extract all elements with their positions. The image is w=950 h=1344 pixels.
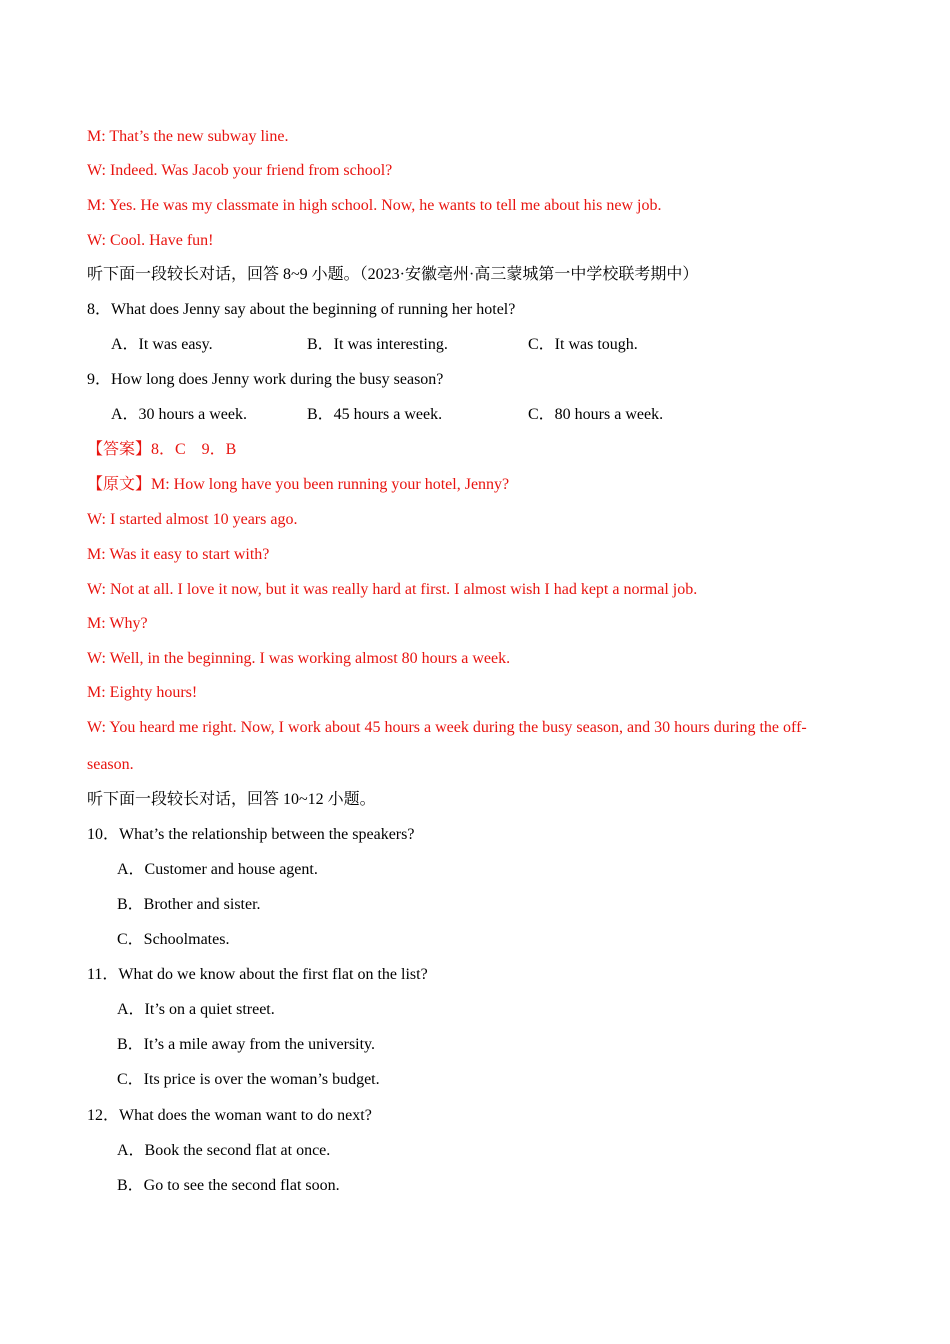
q9-option-a: A．30 hours a week. <box>111 406 247 423</box>
q8-option-b: B．It was interesting. <box>307 336 448 353</box>
transcript-line: W: Well, in the beginning. I was working almost 80 hours a week. <box>87 650 511 667</box>
q10-option-b: B．Brother and sister. <box>117 896 261 913</box>
q9-option-c: C．80 hours a week. <box>528 406 664 423</box>
q9-option-b: B．45 hours a week. <box>307 406 443 423</box>
transcript-line: 【原文】M: How long have you been running your hotel, Jenny? <box>87 476 510 493</box>
transcript-line: M: That’s the new subway line. <box>87 128 289 145</box>
transcript-line: M: Was it easy to start with? <box>87 546 270 563</box>
transcript-line: M: Yes. He was my classmate in high school. Now, he wants to tell me about his new job. <box>87 197 662 214</box>
answer-key: 【答案】8．C 9．B <box>87 441 237 458</box>
question-10: 10．What’s the relationship between the speakers? <box>87 826 415 843</box>
q8-option-c: C．It was tough. <box>528 336 638 353</box>
transcript-line: M: Why? <box>87 615 148 632</box>
q11-option-a: A．It’s on a quiet street. <box>117 1001 275 1018</box>
section-instruction: 听下面一段较长对话，回答 8~9 小题。（2023·安徽亳州·高三蒙城第一中学校联考期中） <box>87 266 699 283</box>
question-8: 8．What does Jenny say about the beginning of running her hotel? <box>87 301 516 318</box>
q8-option-a: A．It was easy. <box>111 336 213 353</box>
q11-option-c: C．Its price is over the woman’s budget. <box>117 1071 380 1088</box>
question-12: 12．What does the woman want to do next? <box>87 1107 372 1124</box>
q10-option-c: C．Schoolmates. <box>117 931 230 948</box>
transcript-line: W: I started almost 10 years ago. <box>87 511 298 528</box>
q12-option-a: A．Book the second flat at once. <box>117 1142 331 1159</box>
q10-option-a: A．Customer and house agent. <box>117 861 318 878</box>
question-9: 9．How long does Jenny work during the busy season? <box>87 371 444 388</box>
q11-option-b: B．It’s a mile away from the university. <box>117 1036 376 1053</box>
transcript-line: M: Eighty hours! <box>87 684 198 701</box>
transcript-line: W: Not at all. I love it now, but it was really hard at first. I almost wish I had kept a normal job. <box>87 581 698 598</box>
question-11: 11．What do we know about the first flat on the list? <box>87 966 428 983</box>
transcript-line: W: You heard me right. Now, I work about 45 hours a week during the busy season, and 30 hours during the off- <box>87 719 807 736</box>
transcript-line: W: Indeed. Was Jacob your friend from school? <box>87 162 393 179</box>
transcript-line: season. <box>87 756 134 773</box>
section-instruction: 听下面一段较长对话，回答 10~12 小题。 <box>87 791 376 808</box>
q12-option-b: B．Go to see the second flat soon. <box>117 1177 340 1194</box>
transcript-line: W: Cool. Have fun! <box>87 232 214 249</box>
